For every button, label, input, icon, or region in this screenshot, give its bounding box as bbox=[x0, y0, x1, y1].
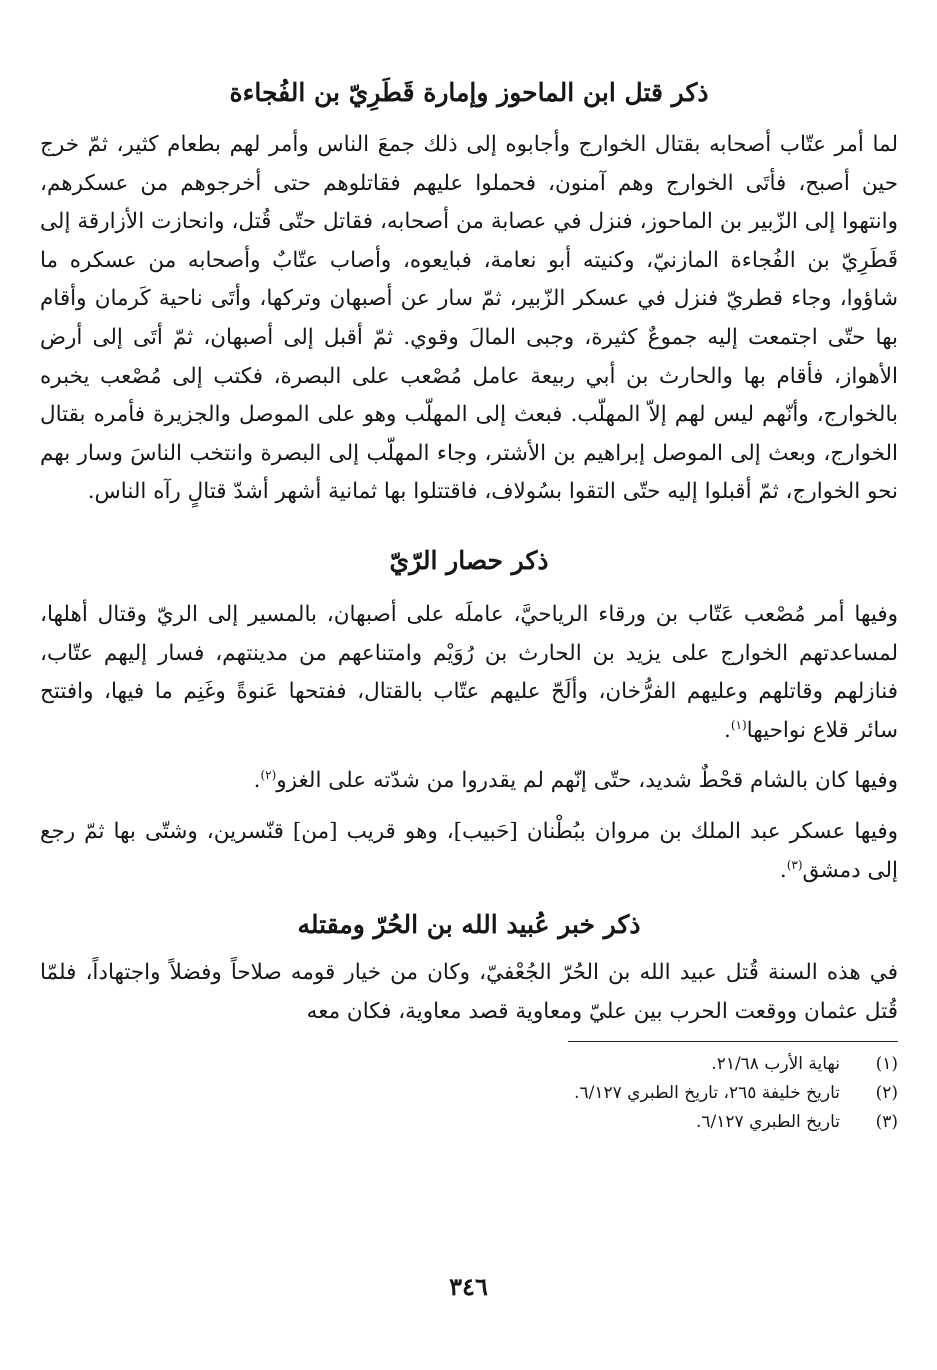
paragraph-end: . bbox=[779, 857, 787, 883]
footnote-divider bbox=[568, 1041, 898, 1042]
footnote-text: تاريخ خليفة ٢٦٥، تاريخ الطبري ٦/١٢٧. bbox=[574, 1083, 840, 1104]
section-title-ubaydallah-ibn-al-hurr: ذكر خبر عُبيد الله بن الحُرّ ومقتله bbox=[297, 910, 641, 940]
paragraph-text: وفيها كان بالشام قحْطٌ شديد، حتّى إنّهم لم يقدروا من شدّته على الغزو bbox=[276, 768, 898, 794]
book-page bbox=[40, 60, 898, 1137]
footnotes bbox=[40, 1050, 898, 1137]
footnote-text: نهاية الأرب ٢١/٦٨. bbox=[711, 1054, 840, 1075]
footnote-item bbox=[40, 1079, 898, 1108]
footnote-number: (٢) bbox=[875, 1083, 898, 1104]
footnote-ref-1: (١) bbox=[730, 717, 747, 732]
footnote-ref-2: (٢) bbox=[260, 768, 277, 783]
paragraph-sham-drought bbox=[40, 762, 898, 801]
footnote-item bbox=[40, 1108, 898, 1137]
paragraph-abd-al-malik-camp bbox=[40, 813, 898, 890]
paragraph-end: . bbox=[724, 717, 731, 743]
paragraph-text: وفيها أمر مُصْعب عَتّاب بن ورقاء الرياحيَّ، عاملَه على أصبهان، بالمسير إلى الريّ وقتال أهلها، لمساعدتهم الخوارج على يزيد بن الحارث بن رُوَيْم وامتناعهم من مدينتهم، فسار إليهم عتّاب، فنازلهم وقاتلهم وعليهم الفرُّخان، وألَحّ عليهم عتّاب بالقتال، ففتحها عَنوةً وغَنِم ما فيها، وافتتح سائر قلاع نواحيها bbox=[40, 601, 898, 743]
footnote-text: تاريخ الطبري ٦/١٢٧. bbox=[696, 1112, 840, 1133]
section-body-ubaydallah-ibn-al-hurr: في هذه السنة قُتل عبيد الله بن الحُرّ الجُعْفيّ، وكان من خيار قومه صلاحاً وفضلاً واجتهاداً، فلمّا قُتل عثمان ووقعت الحرب بين عليّ ومعاوية قصد معاوية، فكان معه bbox=[40, 960, 898, 1024]
section-body-ibn-al-mahuz: لما أمر عتّاب أصحابه بقتال الخوارج وأجابوه إلى ذلك جمعَ الناس وأمر لهم بطعام كثير، ثمّ خرج حين أصبح، فأتَى الخوارج وهم آمنون، فحملوا عليهم فقاتلوهم حتى أخرجوهم من عسكرهم، وانتهوا إلى الزّبير بن الماحوز، فنزل في عصابة من أصحابه، فقاتل حتّى قُتل، وانحازت الأزارقة إلى قَطَرِيّ بن الفُجاءة المازنيّ، وكنيته أبو نعامة، فبايعوه، وأصاب عتّابٌ وأصحابه من عسكره ما شاؤوا، وجاء قطريّ فنزل في عسكر الزّبير، ثمّ سار عن أصبهان وتركها، وأتَى ناحية كَرمان وأقام بها حتّى اجتمعت إليه جموعٌ كثيرة، وجبى المالَ وقوي. ثمّ أقبل إلى أصبهان، ثمّ أتَى إلى أرض الأهواز، فأقام بها والحارث بن أبي ربيعة عامل مُصْعب على البصرة، فكتب إلى مُصْعب يخبره بالخوارج، وأنّهم ليس لهم إلاّ المهلّب. فبعث إلى المهلّب وهو على الموصل والجزيرة فأمره بقتال الخوارج، وبعث إلى الموصل إبراهيم بن الأشتر، وجاء المهلّب إلى البصرة وانتخب الناسَ وسار بهم نحو الخوارج، ثمّ أقبلوا إليه حتّى التقوا بسُولاف، فاقتتلوا بها ثمانية أشهر أشدّ قتالٍ رآه الناس. bbox=[40, 132, 898, 505]
paragraph-end: . bbox=[253, 768, 261, 794]
paragraph-rayy-siege bbox=[40, 596, 898, 750]
paragraph-text: وفيها عسكر عبد الملك بن مروان ببُطْنان [حَبيب]، وهو قريب [من] قنّسرين، وشتّى بها ثمّ رجع إلى دمشق bbox=[40, 818, 898, 883]
section-title-ibn-al-mahuz: ذكر قتل ابن الماحوز وإمارة قَطَرِيّ بن الفُجاءة bbox=[229, 78, 709, 107]
footnote-number: (١) bbox=[875, 1054, 898, 1075]
footnote-ref-3: (٣) bbox=[786, 857, 803, 872]
section-title-siege-of-rayy: ذكر حصار الرّيّ bbox=[389, 545, 549, 575]
page-number: ٣٤٦ bbox=[449, 1272, 488, 1301]
footnote-number: (٣) bbox=[875, 1112, 898, 1133]
footnote-item bbox=[40, 1050, 898, 1079]
